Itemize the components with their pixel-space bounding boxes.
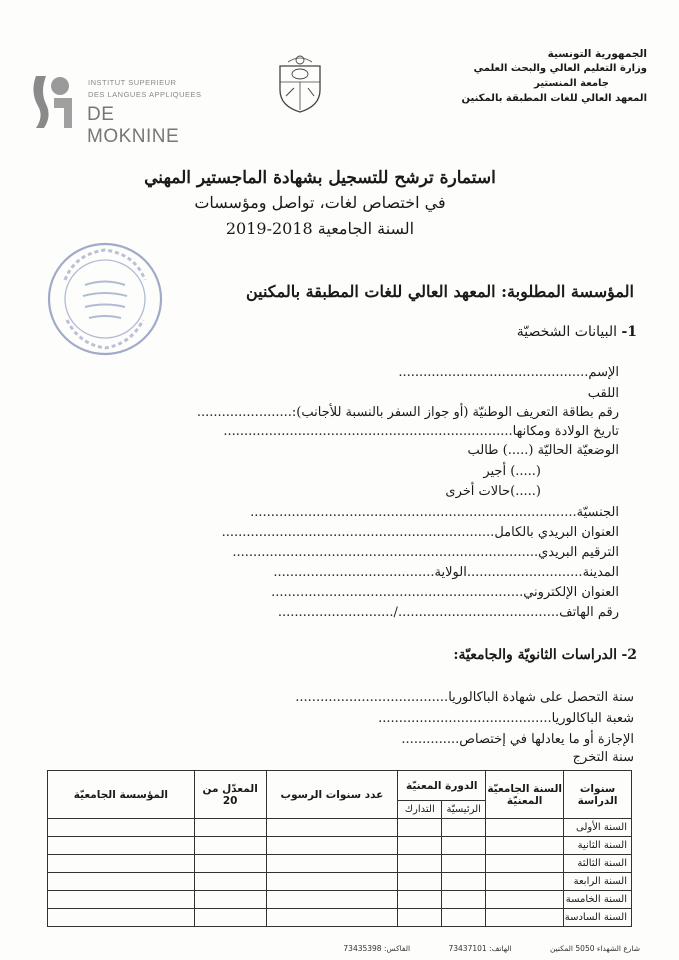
table-cell[interactable] [194, 819, 266, 837]
table-cell[interactable] [442, 855, 486, 873]
field-nationality-label: الجنسيّة [576, 505, 619, 520]
field-name-label: الإسم [588, 365, 619, 380]
section1-heading [517, 324, 637, 340]
field-address[interactable]: العنوان البريدي بالكامل.................................................................. [221, 525, 619, 540]
table-cell[interactable] [486, 819, 564, 837]
row-label: السنة الثالثة [564, 855, 632, 873]
table-cell[interactable] [266, 855, 398, 873]
table-cell[interactable] [48, 819, 195, 837]
row-label: السنة السادسة [564, 909, 632, 927]
field-status-label: الوضعيّة الحاليّة (.....) طالب [467, 443, 619, 458]
field-bac-year[interactable]: سنة التحصل على شهادة الباكالوريا..................................... [295, 690, 634, 705]
table-cell[interactable] [486, 909, 564, 927]
table-cell[interactable] [398, 909, 442, 927]
field-city[interactable]: المدينة............................الولاية....................................... [273, 565, 619, 580]
logo-line3: DE MOKNINE [87, 104, 180, 147]
section2-heading [453, 647, 637, 663]
table-cell[interactable] [194, 837, 266, 855]
header-institute: المعهد العالي للغات المطبقة بالمكنين [461, 93, 647, 104]
logo-line1: INSTITUT SUPERIEUR [88, 78, 177, 87]
institute-logo [30, 72, 205, 147]
header-ministry: وزارة التعليم العالي والبحث العلمي [473, 63, 647, 74]
table-cell[interactable] [48, 837, 195, 855]
field-birth[interactable]: تاريخ الولادة ومكانها...................................................................... [223, 424, 619, 439]
col-years: سنوات الدراسة [564, 771, 632, 819]
row-label: السنة الثانية [564, 837, 632, 855]
table-cell[interactable] [48, 855, 195, 873]
table-cell[interactable] [398, 819, 442, 837]
table-cell[interactable] [194, 873, 266, 891]
field-name[interactable]: الإسم.............................................. [398, 365, 619, 380]
field-surname[interactable] [588, 386, 619, 401]
logo-line2: DES LANGUES APPLIQUEES [88, 90, 202, 99]
field-phone[interactable]: رقم الهاتف......................................./............................ [277, 605, 619, 620]
field-birth-label: تاريخ الولادة ومكانها [512, 424, 619, 439]
field-bac-branch[interactable]: شعبة الباكالوريا.......................................... [378, 711, 634, 726]
table-row [48, 837, 632, 855]
field-surname-label: اللقب [587, 386, 619, 401]
studies-table [47, 770, 632, 927]
field-grad-year[interactable] [573, 750, 634, 765]
academic-year: السنة الجامعية 2018-2019 [225, 219, 415, 238]
footer [280, 944, 640, 953]
form-subtitle: في اختصاص لغات، تواصل ومؤسسات [194, 193, 446, 212]
table-cell[interactable] [48, 873, 195, 891]
row-label: السنة الخامسة [564, 891, 632, 909]
field-employee-label: (.....) أجير [483, 464, 541, 479]
tunisia-emblem-icon [272, 52, 328, 114]
table-cell[interactable] [398, 837, 442, 855]
table-row [48, 819, 632, 837]
field-email[interactable]: العنوان الإلكتروني............................................................. [271, 585, 619, 600]
field-address-label: العنوان البريدي بالكامل [494, 525, 619, 540]
col-session-makeup: التدارك [398, 801, 442, 819]
col-average: المعدّل من 20 [194, 771, 266, 819]
section2-title: الدراسات الثانويّة والجامعيّة: [453, 647, 617, 663]
field-other[interactable] [445, 484, 541, 499]
field-id[interactable]: رقم بطاقة التعريف الوطنيّة (أو جواز السفر بالنسبة للأجانب):....................... [196, 405, 619, 420]
table-cell[interactable] [266, 837, 398, 855]
table-cell[interactable] [442, 891, 486, 909]
field-state-label: الولاية [434, 565, 467, 580]
table-cell[interactable] [266, 909, 398, 927]
col-session-main: الرئيسيّة [442, 801, 486, 819]
table-cell[interactable] [486, 873, 564, 891]
field-city-label: المدينة [582, 565, 619, 580]
table-header-row [48, 771, 632, 801]
table-cell[interactable] [266, 819, 398, 837]
section1-title: البيانات الشخصيّة [516, 324, 617, 340]
table-cell[interactable] [266, 873, 398, 891]
col-session: الدورة المعنيّة [398, 771, 486, 801]
field-nationality[interactable]: الجنسيّة............................................................................... [250, 505, 619, 520]
field-other-label: (.....)حالات أخرى [445, 484, 541, 499]
table-row [48, 855, 632, 873]
col-repeat: عدد سنوات الرسوب [266, 771, 398, 819]
footer-address: شارع الشهداء 5050 المكنين [549, 944, 640, 953]
institute-stamp-icon [45, 240, 165, 358]
table-cell[interactable] [194, 891, 266, 909]
field-postal-label: الترقيم البريدي [538, 545, 619, 560]
table-row [48, 873, 632, 891]
table-cell[interactable] [486, 855, 564, 873]
form-title: استمارة ترشح للتسجيل بشهادة الماجستير المهني [144, 168, 496, 188]
header-university: جامعة المنستير [534, 78, 609, 89]
section2-number: 2- [621, 647, 637, 663]
table-cell[interactable] [486, 837, 564, 855]
field-degree-label: الإجازة أو ما يعادلها في إختصاص [459, 732, 634, 747]
table-cell[interactable] [266, 891, 398, 909]
table-row [48, 909, 632, 927]
field-email-label: العنوان الإلكتروني [523, 585, 619, 600]
row-label: السنة الأولى [564, 819, 632, 837]
field-employee[interactable] [483, 464, 541, 479]
table-cell[interactable] [398, 855, 442, 873]
header-republic: الجمهورية التونسية [547, 48, 647, 60]
table-cell[interactable] [398, 873, 442, 891]
table-row [48, 891, 632, 909]
field-grad-year-label: سنة التخرج [572, 750, 634, 765]
table-cell[interactable] [48, 891, 195, 909]
table-cell[interactable] [442, 909, 486, 927]
field-phone-label: رقم الهاتف [559, 605, 619, 620]
field-id-label: رقم بطاقة التعريف الوطنيّة (أو جواز السفر بالنسبة للأجانب): [291, 405, 619, 420]
col-academic-year: السنة الجامعيّة المعنيّة [486, 771, 564, 819]
institute-mark-icon [30, 72, 78, 130]
field-degree[interactable]: الإجازة أو ما يعادلها في إختصاص.............. [401, 732, 634, 747]
table-cell[interactable] [194, 909, 266, 927]
col-university: المؤسسة الجامعيّة [48, 771, 195, 819]
table-cell[interactable] [442, 873, 486, 891]
table-cell[interactable] [442, 819, 486, 837]
footer-phone: الهاتف: 73437101 [448, 944, 512, 953]
field-postal[interactable]: الترقيم البريدي.......................................................................... [232, 545, 619, 560]
footer-fax: الفاكس: 73435398 [343, 944, 411, 953]
table-cell[interactable] [194, 855, 266, 873]
requested-institution: المؤسسة المطلوبة: المعهد العالي للغات المطبقة بالمكنين [245, 282, 634, 301]
table-cell[interactable] [486, 891, 564, 909]
section1-number: 1- [621, 324, 637, 340]
table-cell[interactable] [48, 909, 195, 927]
field-status[interactable] [467, 443, 619, 458]
field-bac-branch-label: شعبة الباكالوريا [551, 711, 634, 726]
table-cell[interactable] [398, 891, 442, 909]
field-bac-year-label: سنة التحصل على شهادة الباكالوريا [448, 690, 634, 705]
table-cell[interactable] [442, 837, 486, 855]
row-label: السنة الرابعة [564, 873, 632, 891]
